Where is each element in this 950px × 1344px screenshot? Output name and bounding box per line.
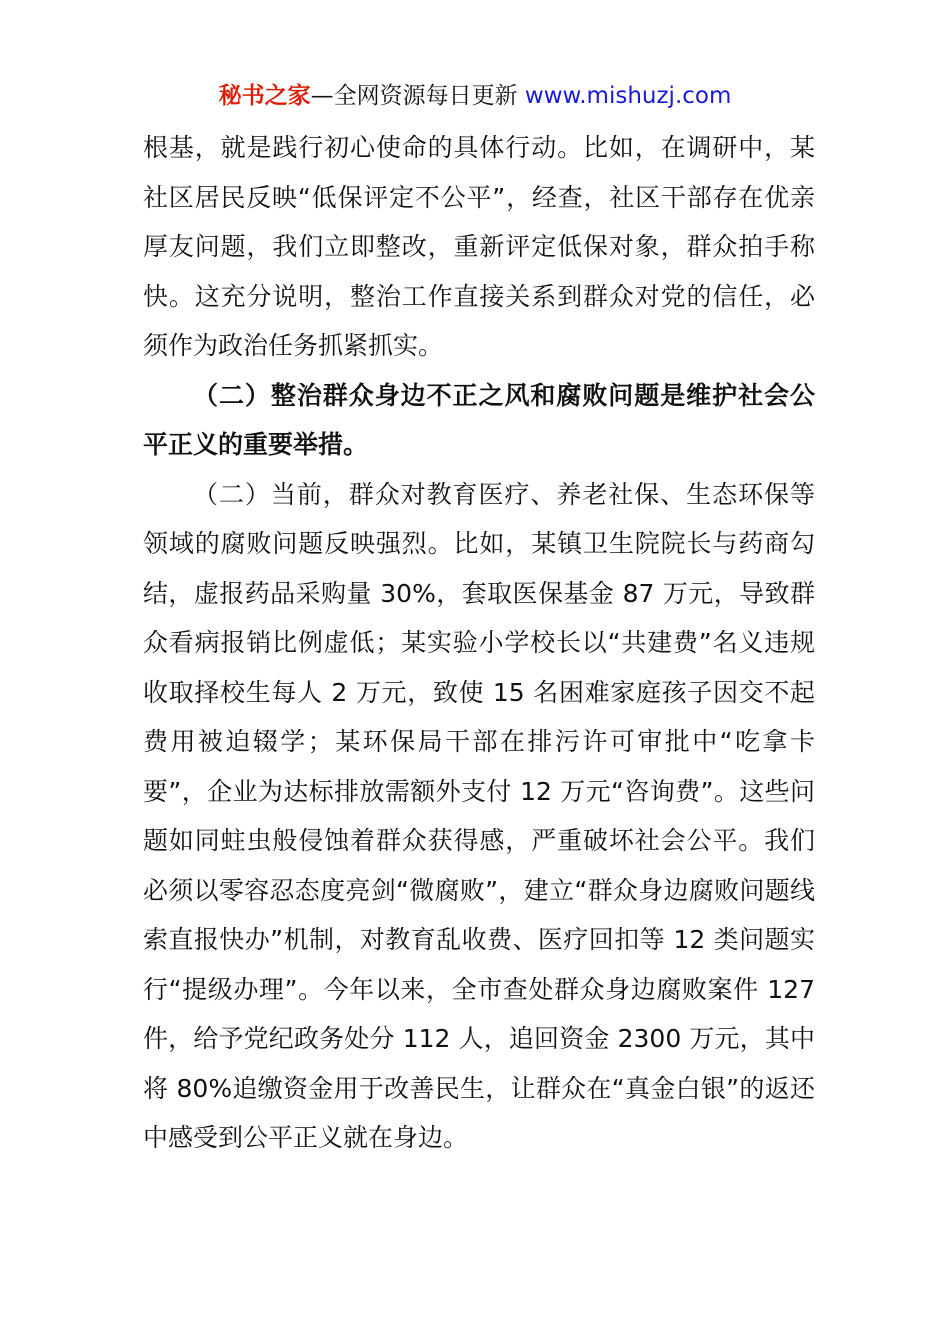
site-tagline: —全网资源每日更新 [310, 83, 518, 109]
section-heading: （二）整治群众身边不正之风和腐败问题是维护社会公平正义的重要举措。 [143, 380, 815, 459]
document-body [143, 123, 815, 1163]
paragraph-body: （二）当前，群众对教育医疗、养老社保、生态环保等领域的腐败问题反映强烈。比如，某镇卫生院院长与药商勾结，虚报药品采购量 30%，套取医保基金 87 万元，导致群众看病报销比例虚低；某实验小学校长以“共建费”名义违规收取择校生每人 2 万元，致使 15 名困难家庭孩子因交不起费用被迫辍学；某环保局干部在排污许可审批中“吃拿卡要”，企业为达标排放需额外支付 12 万元“咨询费”。这些问题如同蛀虫般侵蚀着群众获得感，严重破坏社会公平。我们必须以零容忍态度亮剑“微腐败”，建立“群众身边腐败问题线索直报快办”机制，对教育乱收费、医疗回扣等 12 类问题实行“提级办理”。今年以来，全市查处群众身边腐败案件 127 件，给予党纪政务处分 112 人，追回资金 2300 万元，其中将 80%追缴资金用于改善民生，让群众在“真金白银”的返还中感受到公平正义就在身边。 [143, 479, 815, 1152]
site-url-link[interactable]: www.mishuzj.com [524, 83, 732, 109]
site-brand: 秘书之家 [218, 83, 311, 109]
site-header [0, 80, 950, 112]
paragraph-continuation: 根基，就是践行初心使命的具体行动。比如，在调研中，某社区居民反映“低保评定不公平”，经查，社区干部存在优亲厚友问题，我们立即整改，重新评定低保对象，群众拍手称快。这充分说明，整治工作直接关系到群众对党的信任，必须作为政治任务抓紧抓实。 [143, 133, 815, 360]
